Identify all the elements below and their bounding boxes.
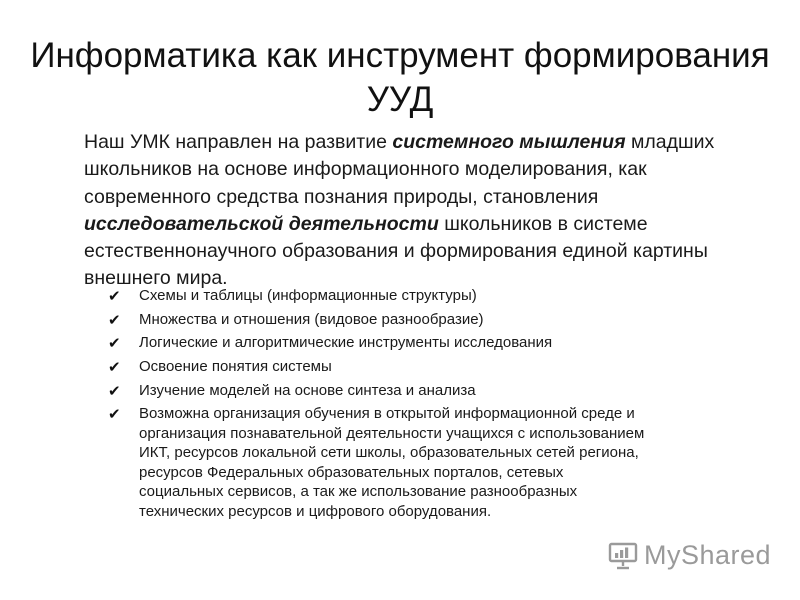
bullet-text: Множества и отношения (видовое разнообразие) bbox=[139, 310, 484, 328]
check-mark-icon: ✔ bbox=[108, 358, 121, 377]
bullet-item bbox=[108, 286, 768, 306]
bullet-text: Схемы и таблицы (информационные структуры) bbox=[139, 287, 477, 304]
intro-text-3: школьников в системе естественнонаучного образования и формирования единой картины внешнего мира. bbox=[84, 212, 708, 290]
bullet-text: Изучение моделей на основе синтеза и анализа bbox=[139, 381, 476, 399]
bullet-item bbox=[108, 310, 768, 330]
check-mark-icon: ✔ bbox=[108, 310, 121, 329]
intro-emphasis-systemic-thinking: системного мышления bbox=[392, 131, 626, 153]
myshared-logo-icon bbox=[608, 539, 640, 571]
slide-title bbox=[30, 34, 770, 122]
bullet-item bbox=[108, 381, 768, 401]
bullet-item bbox=[108, 357, 768, 377]
intro-text-1: Наш УМК направлен на развитие bbox=[84, 131, 393, 153]
watermark-text: MyShared bbox=[644, 539, 772, 570]
bullet-item bbox=[108, 333, 768, 353]
intro-emphasis-research-activity: исследовательской деятельности bbox=[84, 212, 439, 235]
check-mark-icon: ✔ bbox=[108, 334, 121, 353]
slide-title-line-1: Информатика как инструмент формирования bbox=[30, 36, 770, 75]
slide-title-line-2: УУД bbox=[366, 80, 434, 119]
bullet-list bbox=[108, 286, 768, 526]
check-mark-icon: ✔ bbox=[108, 405, 121, 424]
intro-text-2: младших школьников на основе информационного моделирования, как современного средства познания природы, становления bbox=[84, 131, 715, 208]
myshared-watermark bbox=[608, 537, 771, 573]
intro-paragraph bbox=[84, 129, 774, 293]
bullet-text: Логические и алгоритмические инструменты исследования bbox=[139, 334, 553, 352]
check-mark-icon: ✔ bbox=[108, 381, 121, 400]
check-mark-icon: ✔ bbox=[108, 287, 121, 305]
bullet-item bbox=[108, 404, 768, 521]
bullet-text: Освоение понятия системы bbox=[139, 358, 332, 376]
bullet-text: Возможна организация обучения в открытой информационной среде и организация познавательной деятельности учащихся с использованием ИКТ, ресурсов локальной сети школы, образовательных сетей региона, ресурсов Федеральных образовательных порталов, сетевых социальных сервисов, а так же использование разнообразных технических ресурсов и цифрового оборудования. bbox=[139, 405, 645, 520]
